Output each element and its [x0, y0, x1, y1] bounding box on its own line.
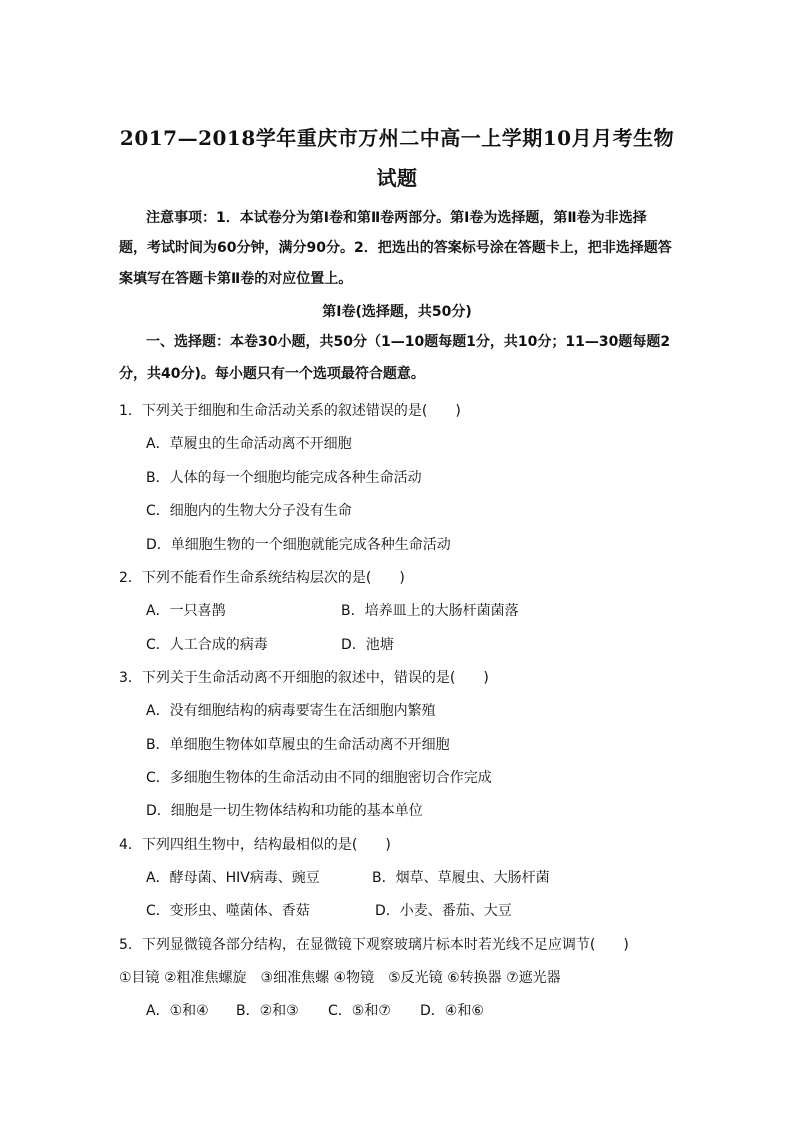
question-4-option-b: B．烟草、草履虫、大肠杆菌 — [372, 870, 550, 886]
question-5-parts-list: ①目镜 ②粗准焦螺旋 ③细准焦螺 ④物镜 ⑤反光镜 ⑥转换器 ⑦遮光器 — [119, 970, 561, 986]
notice-line-3: 案填写在答题卡第Ⅱ卷的对应位置上。 — [119, 271, 353, 287]
question-2-option-b: B．培养皿上的大肠杆菌菌落 — [341, 603, 519, 619]
section-title: 第Ⅰ卷(选择题，共50分) — [322, 304, 472, 320]
question-4-option-c: C．变形虫、噬菌体、香菇 — [146, 903, 310, 919]
question-2-stem: 2．下列不能看作生命系统结构层次的是( ) — [119, 570, 405, 586]
question-3-option-c: C．多细胞生物体的生命活动由不同的细胞密切合作完成 — [146, 770, 492, 786]
question-5-option-a: A．①和④ — [146, 1003, 209, 1019]
question-1-stem: 1．下列关于细胞和生命活动关系的叙述错误的是( ) — [119, 403, 461, 419]
question-5-option-c: C．⑤和⑦ — [328, 1003, 391, 1019]
instructions-line-1: 一、选择题：本卷30小题，共50分（1—10题每题1分，共10分；11—30题每题2 — [146, 334, 671, 350]
question-5-option-b: B．②和③ — [236, 1003, 299, 1019]
question-1-option-b: B．人体的每一个细胞均能完成各种生命活动 — [146, 470, 422, 486]
question-1-option-c: C．细胞内的生物大分子没有生命 — [146, 503, 352, 519]
question-3-stem: 3．下列关于生命活动离不开细胞的叙述中，错误的是( ) — [119, 670, 489, 686]
question-3-option-b: B．单细胞生物体如草履虫的生命活动离不开细胞 — [146, 737, 450, 753]
question-4-option-a: A．酵母菌、HIV病毒、豌豆 — [146, 870, 320, 886]
question-3-option-a: A．没有细胞结构的病毒要寄生在活细胞内繁殖 — [146, 703, 436, 719]
question-4-stem: 4．下列四组生物中，结构最相似的是( ) — [119, 837, 391, 853]
question-1-option-d: D．单细胞生物的一个细胞就能完成各种生命活动 — [146, 537, 451, 553]
exam-title-continued: 试题 — [376, 166, 418, 190]
question-2-option-a: A．一只喜鹊 — [146, 603, 226, 619]
instructions-line-2: 分，共40分)。每小题只有一个选项最符合题意。 — [119, 366, 425, 382]
question-2-option-c: C．人工合成的病毒 — [146, 637, 268, 653]
question-5-stem: 5．下列显微镜各部分结构，在显微镜下观察玻璃片标本时若光线不足应调节( ) — [119, 937, 629, 953]
question-2-option-d: D．池塘 — [341, 637, 394, 653]
notice-line-1: 注意事项：1．本试卷分为第Ⅰ卷和第Ⅱ卷两部分。第Ⅰ卷为选择题，第Ⅱ卷为非选择 — [146, 210, 647, 226]
question-3-option-d: D．细胞是一切生物体结构和功能的基本单位 — [146, 803, 423, 819]
exam-title: 2017—2018学年重庆市万州二中高一上学期10月月考生物 — [119, 126, 675, 150]
question-5-option-d: D．④和⑥ — [420, 1003, 484, 1019]
notice-line-2: 题，考试时间为60分钟，满分90分。2．把选出的答案标号涂在答题卡上，把非选择题答 — [119, 240, 672, 256]
question-1-option-a: A．草履虫的生命活动离不开细胞 — [146, 436, 352, 452]
question-4-option-d: D．小麦、番茄、大豆 — [375, 903, 512, 919]
